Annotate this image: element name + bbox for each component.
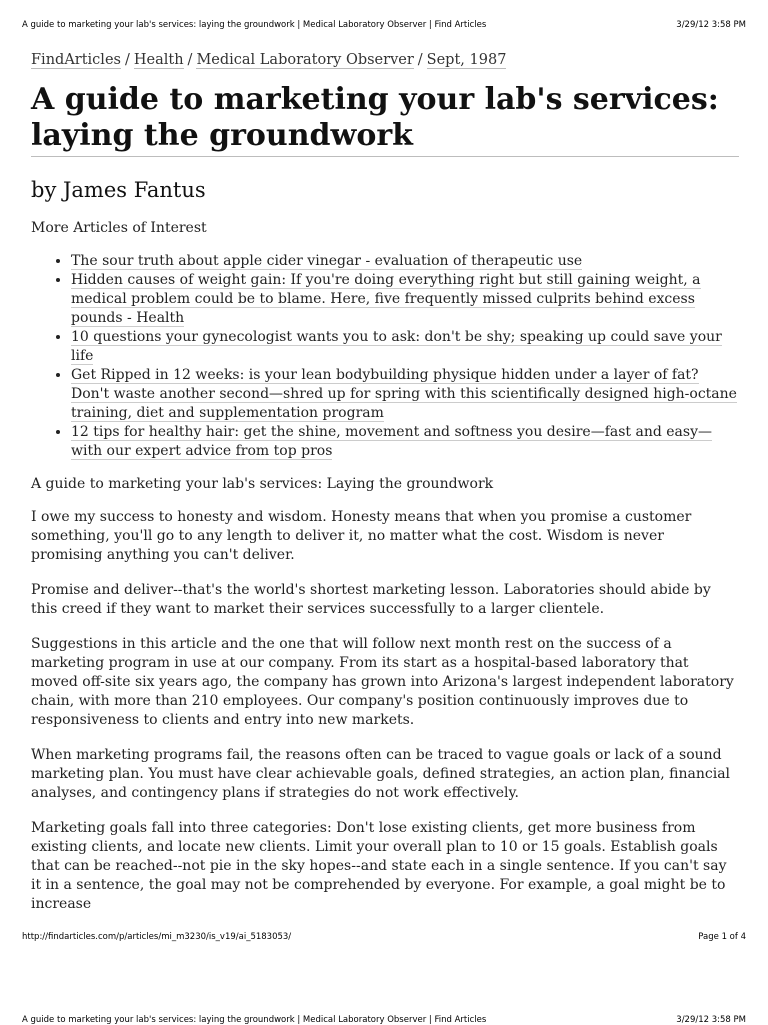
breadcrumb-findarticles[interactable]: FindArticles bbox=[31, 52, 121, 68]
article-title bbox=[31, 82, 739, 157]
related-article-link[interactable]: The sour truth about apple cider vinegar - evaluation of therapeutic use bbox=[71, 253, 583, 269]
print-footer-url: http://findarticles.com/p/articles/mi_m3230/is_v19/ai_5183053/ bbox=[22, 932, 292, 942]
print-header-title: A guide to marketing your lab's services: laying the groundwork | Medical Laboratory Observer | Find Articles bbox=[22, 20, 487, 30]
more-articles-list bbox=[31, 252, 739, 461]
article-paragraph: When marketing programs fail, the reasons often can be traced to vague goals or lack of a sound marketing plan. You must have clear achievable goals, defined strategies, an action plan, financial analyses, and contingency plans if strategies do not work effectively. bbox=[31, 747, 731, 801]
article-title-line2: laying the groundwork bbox=[31, 118, 413, 153]
article-title-line1: A guide to marketing your lab's services: bbox=[31, 82, 719, 117]
related-article-link[interactable]: 12 tips for healthy hair: get the shine, movement and softness you desire—fast and easy—with our expert advice from top pros bbox=[71, 424, 712, 459]
article-paragraph: Promise and deliver--that's the world's shortest marketing lesson. Laboratories should abide by this creed if they want to market their services successfully to a larger clientele. bbox=[31, 582, 711, 617]
breadcrumb-separator: / bbox=[417, 52, 423, 68]
related-article-link[interactable]: Get Ripped in 12 weeks: is your lean bodybuilding physique hidden under a layer of fat? Don't waste another second—shred up for spring with this scientifically designed high-octane training, diet and supplementation program bbox=[71, 367, 737, 421]
print-header-datetime: 3/29/12 3:58 PM bbox=[676, 20, 746, 30]
next-page-header-datetime: 3/29/12 3:58 PM bbox=[676, 1015, 746, 1025]
related-article-link[interactable]: Hidden causes of weight gain: If you're doing everything right but still gaining weight, a medical problem could be to blame. Here, five frequently missed culprits behind excess pounds - Health bbox=[71, 272, 701, 326]
breadcrumb-publication[interactable]: Medical Laboratory Observer bbox=[196, 52, 414, 68]
breadcrumb-health[interactable]: Health bbox=[133, 52, 184, 68]
more-articles-heading: More Articles of Interest bbox=[31, 220, 207, 236]
article-paragraph: Marketing goals fall into three categories: Don't lose existing clients, get more business from existing clients, and locate new clients. Limit your overall plan to 10 or 15 goals. Establish goals that can be reached--not pie in the sky hopes--and state each in a single sentence. If you can't say it in a sentence, the goal may not be comprehended by everyone. For example, a goal might be to increase bbox=[31, 820, 727, 912]
list-item bbox=[71, 252, 739, 271]
print-footer-page: Page 1 of 4 bbox=[698, 932, 746, 942]
breadcrumb-separator: / bbox=[124, 52, 130, 68]
article-byline: by James Fantus bbox=[31, 178, 206, 202]
breadcrumb-issue[interactable]: Sept, 1987 bbox=[426, 52, 507, 68]
article-lead: A guide to marketing your lab's services: Laying the groundwork bbox=[31, 476, 494, 492]
next-page-header-title: A guide to marketing your lab's services: laying the groundwork | Medical Laboratory Observer | Find Articles bbox=[22, 1015, 487, 1025]
list-item bbox=[71, 423, 739, 461]
article-paragraph: Suggestions in this article and the one that will follow next month rest on the success of a marketing program in use at our company. From its start as a hospital-based laboratory that moved off-site six years ago, the company has grown into Arizona's largest independent laboratory chain, with more than 210 employees. Our company's position continuously improves due to responsiveness to clients and entry into new markets. bbox=[31, 636, 734, 728]
print-header bbox=[22, 20, 746, 30]
article-content bbox=[31, 52, 739, 914]
print-footer bbox=[22, 932, 746, 942]
list-item bbox=[71, 271, 739, 328]
breadcrumb-separator: / bbox=[187, 52, 193, 68]
related-article-link[interactable]: 10 questions your gynecologist wants you to ask: don't be shy; speaking up could save your life bbox=[71, 329, 722, 364]
list-item bbox=[71, 366, 739, 423]
list-item bbox=[71, 328, 739, 366]
article-paragraph: I owe my success to honesty and wisdom. Honesty means that when you promise a customer something, you'll go to any length to deliver it, no matter what the cost. Wisdom is never promising anything you can't deliver. bbox=[31, 509, 692, 563]
breadcrumb bbox=[31, 52, 739, 68]
